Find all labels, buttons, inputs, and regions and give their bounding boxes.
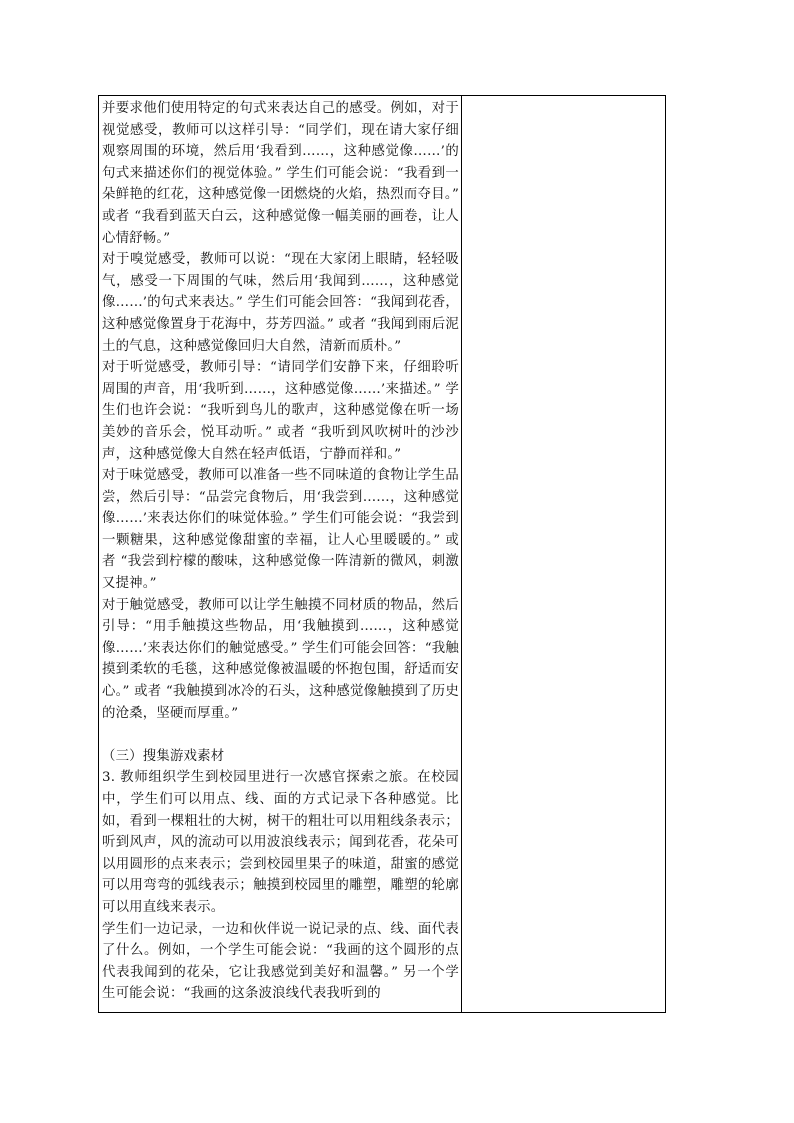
content-table [98,95,666,1013]
paragraph-smell: 对于嗅觉感受，教师可以说：“现在大家闭上眼睛，轻轻吸气，感受一下周围的气味，然后用‘我闻到……，这种感觉像……’的句式来表达。” 学生们可能会回答：“我闻到花香，这种感觉像置身于花海中，芬芳四溢。” 或者 “我闻到雨后泥土的气息，这种感觉像回归大自然，清新而质朴。” [102,252,459,354]
paragraph-touch: 对于触觉感受，教师可以让学生触摸不同材质的物品，然后引导：“用手触摸这些物品，用‘我触摸到……，这种感觉像……’来表达你们的触觉感受。” 学生们可能会回答：“我触摸到柔软的毛毯，这种感觉像被温暖的怀抱包围，舒适而安心。” 或者 “我触摸到冰冷的石头，这种感觉像触摸到了历史的沧桑，坚硬而厚重。” [102,597,459,721]
paragraph-visual: 并要求他们使用特定的句式来表达自己的感受。例如，对于视觉感受，教师可以这样引导：“同学们，现在请大家仔细观察周围的环境，然后用‘我看到……，这种感觉像……’的句式来描述你们的视觉体验。” 学生们可能会说：“我看到一朵鲜艳的红花，这种感觉像一团燃烧的火焰，热烈而夺目。” 或者 “我看到蓝天白云，这种感觉像一幅美丽的画卷，让人心情舒畅。” [102,101,459,246]
section-heading: （三）搜集游戏素材 [102,748,225,764]
paragraph-spacer [102,724,459,746]
table-cell-notes [462,96,665,1012]
paragraph-taste: 对于味觉感受，教师可以准备一些不同味道的食物让学生品尝，然后引导：“品尝完食物后，用‘我尝到……，这种感觉像……’来表达你们的味觉体验。” 学生们可能会说：“我尝到一颗糖果，这种感觉像甜蜜的幸福，让人心里暖暖的。” 或者 “我尝到柠檬的酸味，这种感觉像一阵清新的微风，刺激又提神。” [102,468,459,592]
paragraph-recording: 学生们一边记录，一边和伙伴说一说记录的点、线、面代表了什么。例如，一个学生可能会说：“我画的这个圆形的点代表我闻到的花朵，它让我感觉到美好和温馨。” 另一个学生可能会说：“我画的这条波浪线代表我听到的 [102,921,459,1002]
table-cell-main [99,96,462,1012]
paragraph-hearing: 对于听觉感受，教师引导：“请同学们安静下来，仔细聆听周围的声音，用‘我听到……，这种感觉像……’来描述。” 学生们也许会说：“我听到鸟儿的歌声，这种感觉像在听一场美妙的音乐会，悦耳动听。” 或者 “我听到风吹树叶的沙沙声，这种感觉像大自然在轻声低语，宁静而祥和。” [102,360,459,462]
paragraph-exploration: 3. 教师组织学生到校园里进行一次感官探索之旅。在校园中，学生们可以用点、线、面的方式记录下各种感觉。比如，看到一棵粗壮的大树，树干的粗壮可以用粗线条表示；听到风声，风的流动可以用波浪线表示；闻到花香，花朵可以用圆形的点来表示；尝到校园里果子的味道，甜蜜的感觉可以用弯弯的弧线表示；触摸到校园里的雕塑，雕塑的轮廓可以用直线来表示。 [102,770,459,915]
